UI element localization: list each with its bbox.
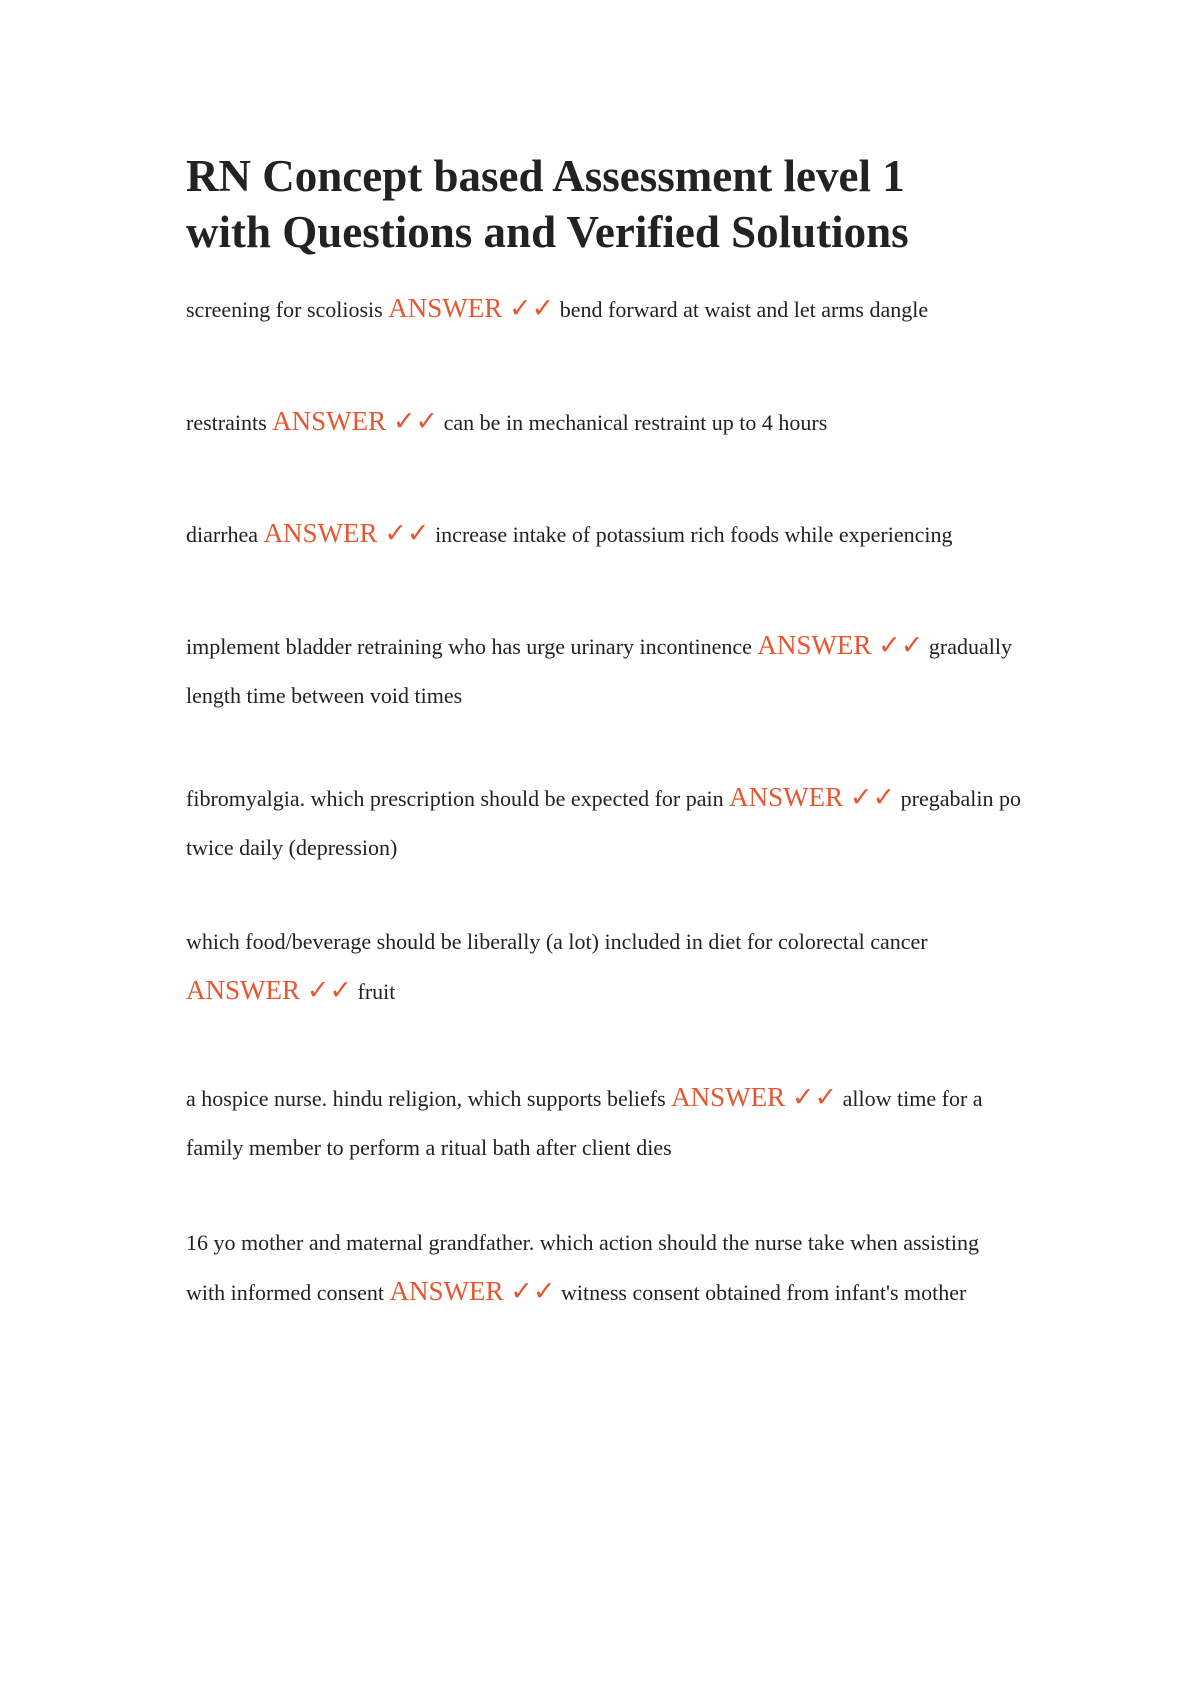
qa-line xyxy=(186,1218,1026,1267)
qa-line xyxy=(186,284,1026,334)
qa-line xyxy=(186,1123,1026,1172)
answer-marker: ANSWER ✓✓ xyxy=(757,630,924,660)
answer-marker: ANSWER ✓✓ xyxy=(263,518,430,548)
qa-item xyxy=(186,917,1026,1016)
qa-line xyxy=(186,917,1026,966)
qa-line xyxy=(186,966,1026,1016)
answer-text: can be in mechanical restraint up to 4 hours xyxy=(438,410,828,435)
qa-item xyxy=(186,397,1026,447)
answer-text: gradually xyxy=(923,634,1013,659)
qa-item xyxy=(186,1218,1026,1317)
qa-line xyxy=(186,397,1026,447)
answer-text: bend forward at waist and let arms dangle xyxy=(554,297,929,322)
question-text: diarrhea xyxy=(186,522,264,547)
document-title xyxy=(186,148,1046,260)
qa-line xyxy=(186,621,1026,671)
question-text: which food/beverage should be liberally (a lot) included in diet for colorectal cancer xyxy=(186,929,928,954)
qa-line xyxy=(186,671,1026,720)
answer-text: fruit xyxy=(352,979,396,1004)
answer-marker: ANSWER ✓✓ xyxy=(388,293,555,323)
qa-line xyxy=(186,1267,1026,1317)
answer-marker: ANSWER ✓✓ xyxy=(389,1276,556,1306)
question-text: fibromyalgia. which prescription should be expected for pain xyxy=(186,786,730,811)
qa-item xyxy=(186,621,1026,720)
question-text: with informed consent xyxy=(186,1280,390,1305)
question-text: restraints xyxy=(186,410,273,435)
question-text: screening for scoliosis xyxy=(186,297,389,322)
title-line-2: with Questions and Verified Solutions xyxy=(186,207,909,257)
qa-line xyxy=(186,823,1026,872)
answer-marker: ANSWER ✓✓ xyxy=(729,782,896,812)
answer-text: increase intake of potassium rich foods while experiencing xyxy=(429,522,953,547)
qa-line xyxy=(186,773,1026,823)
answer-text: witness consent obtained from infant's mother xyxy=(555,1280,967,1305)
question-text: twice daily (depression) xyxy=(186,835,398,860)
qa-line xyxy=(186,509,1026,559)
question-text: 16 yo mother and maternal grandfather. which action should the nurse take when assisting xyxy=(186,1230,980,1255)
title-line-1: RN Concept based Assessment level 1 xyxy=(186,151,905,201)
qa-item xyxy=(186,773,1026,872)
answer-text: allow time for a xyxy=(837,1086,983,1111)
question-text: implement bladder retraining who has urge urinary incontinence xyxy=(186,634,758,659)
question-text: family member to perform a ritual bath after client dies xyxy=(186,1135,672,1160)
answer-marker: ANSWER ✓✓ xyxy=(671,1082,838,1112)
qa-item xyxy=(186,284,1026,334)
question-text: a hospice nurse. hindu religion, which supports beliefs xyxy=(186,1086,672,1111)
answer-marker: ANSWER ✓✓ xyxy=(272,406,439,436)
question-text: length time between void times xyxy=(186,683,463,708)
qa-line xyxy=(186,1073,1026,1123)
answer-marker: ANSWER ✓✓ xyxy=(186,975,352,1005)
qa-item xyxy=(186,1073,1026,1172)
answer-text: pregabalin po xyxy=(895,786,1021,811)
qa-item xyxy=(186,509,1026,559)
